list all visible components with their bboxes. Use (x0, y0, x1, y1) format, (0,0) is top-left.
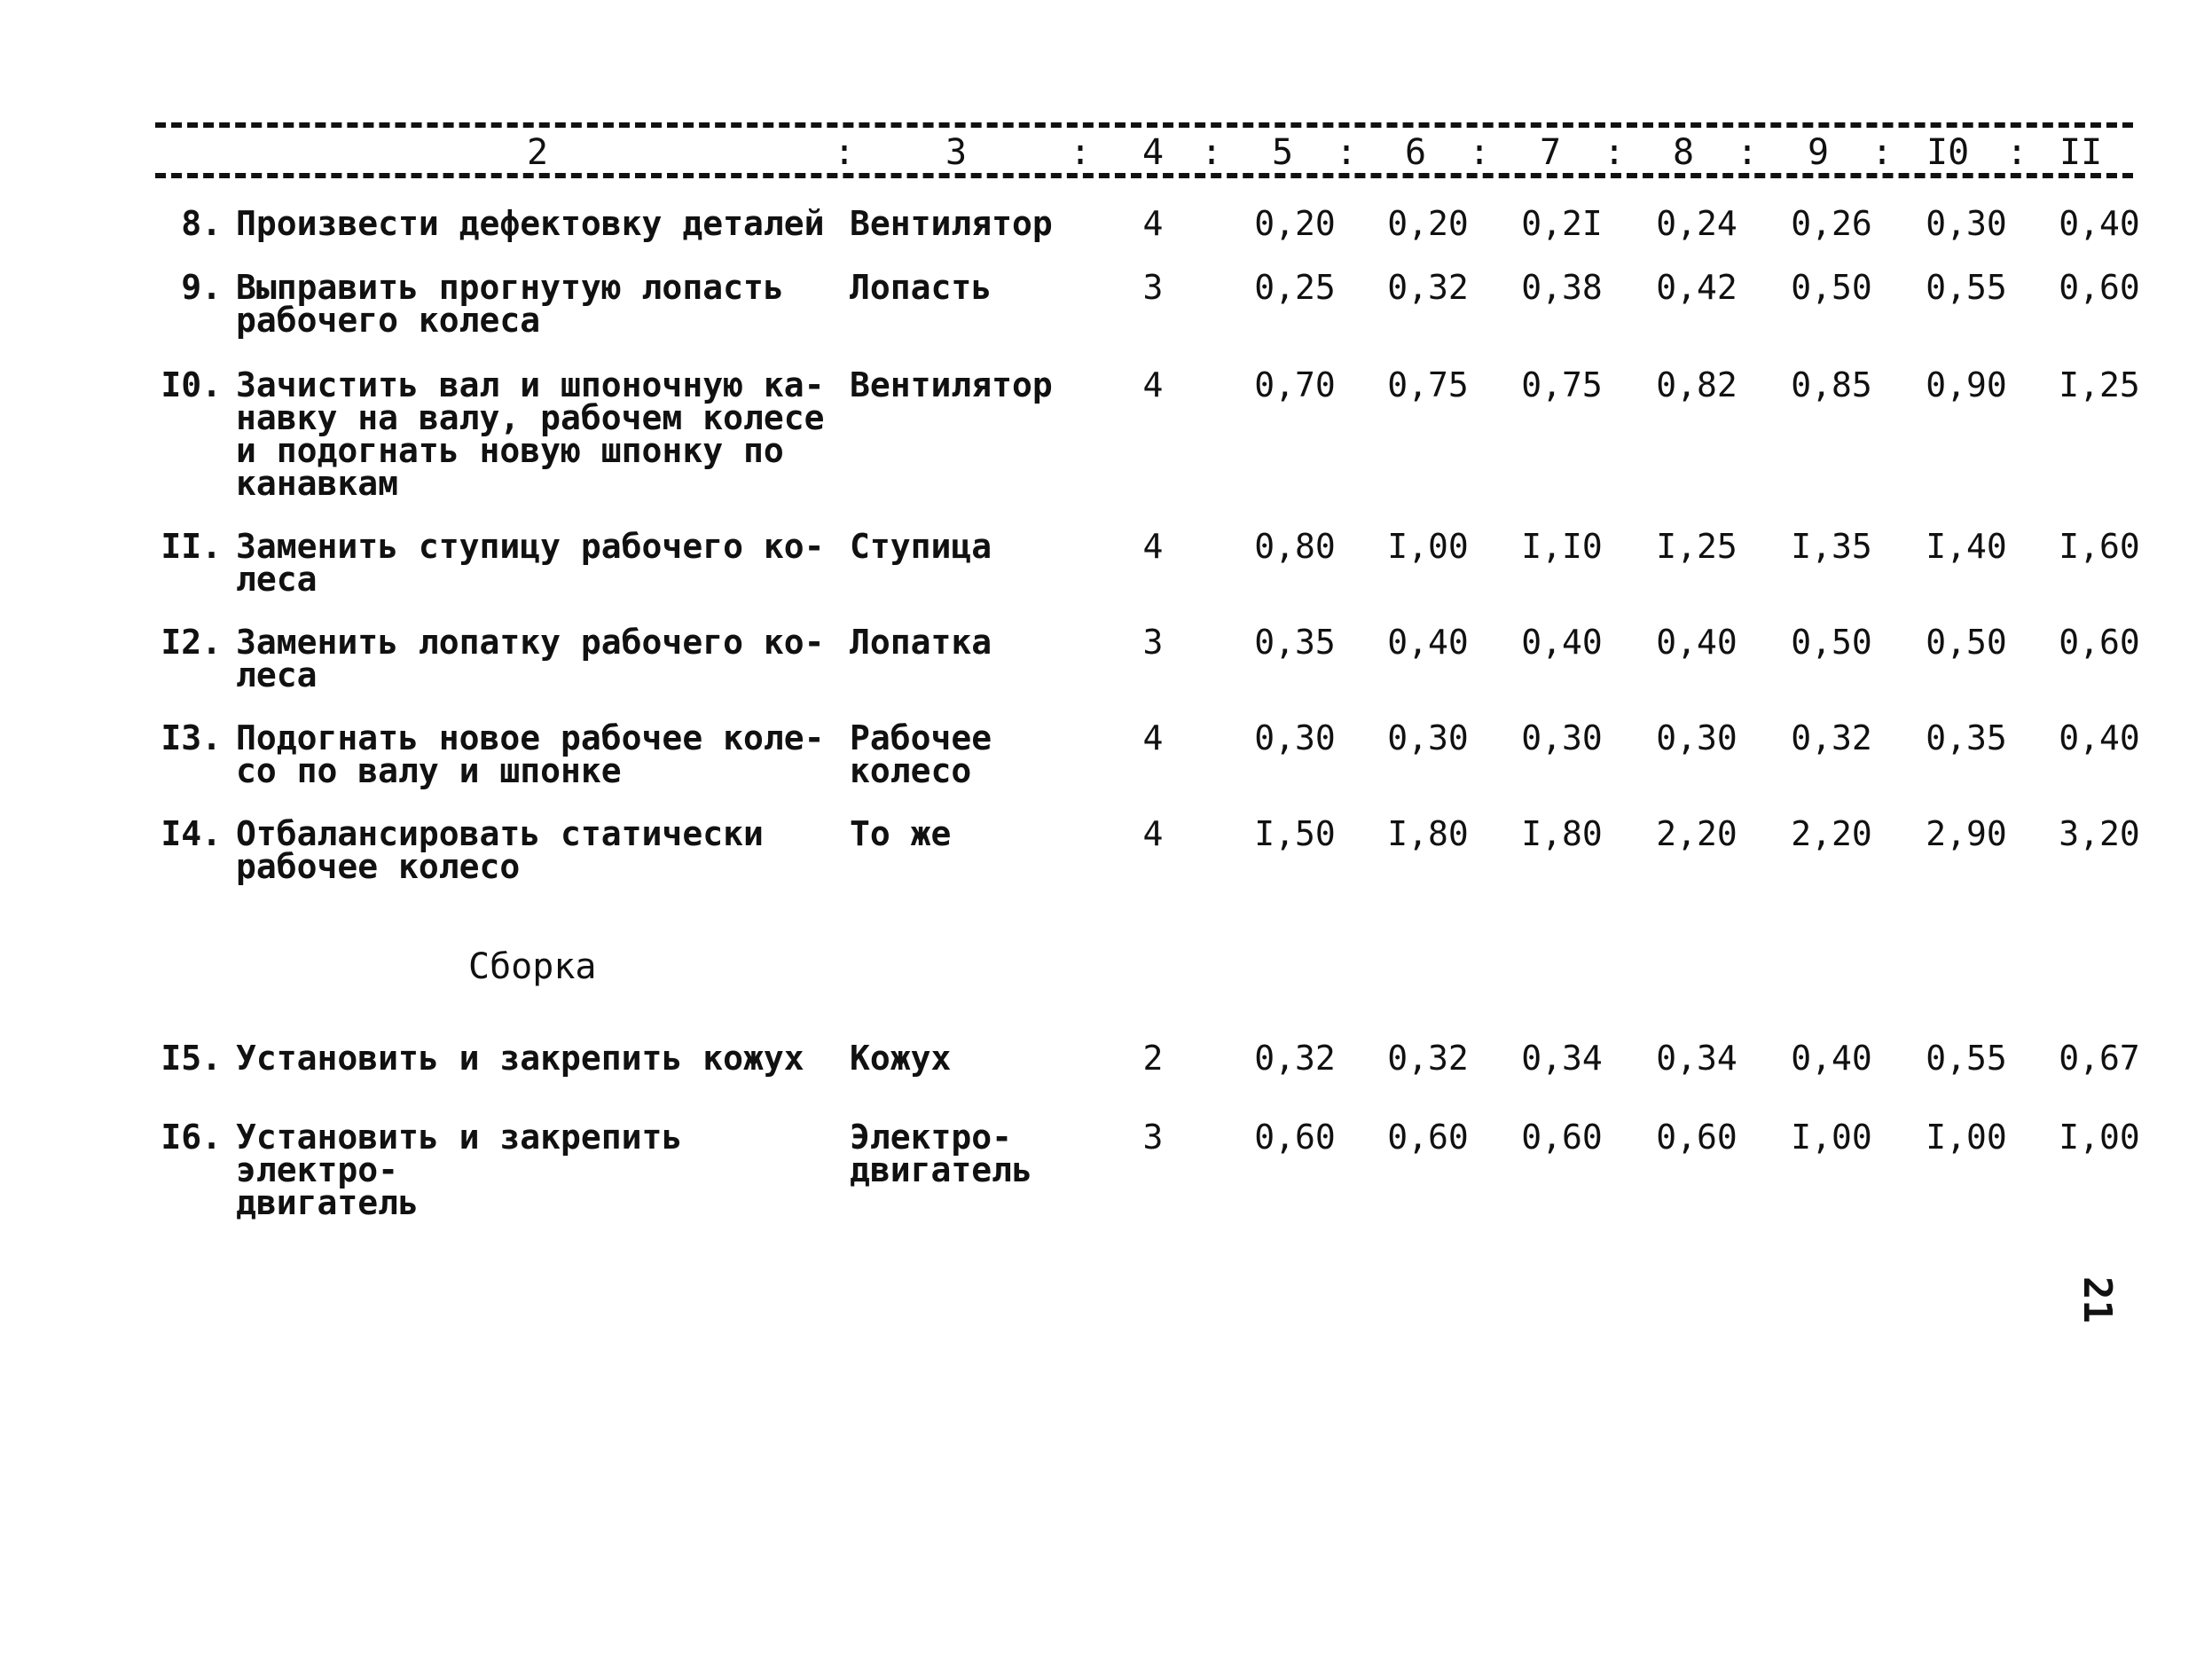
row-number: I4. (161, 814, 222, 853)
header-col-5: 5 (1268, 133, 1297, 172)
row-description: Установить и закрепить кожух (236, 1039, 804, 1078)
row-value-5: 0,20 (1254, 204, 1336, 243)
row-value-8: 0,60 (1656, 1118, 1737, 1157)
row-value-7: I,80 (1521, 814, 1603, 853)
header-sep: : (834, 132, 856, 173)
row-value-7: 0,2I (1521, 204, 1603, 243)
row-description: Заменить ступицу рабочего ко- леса (236, 527, 825, 599)
row-quantity: 4 (1142, 365, 1164, 404)
row-value-9: 0,50 (1791, 623, 1872, 662)
header-col-4: 4 (1139, 133, 1167, 172)
row-quantity: 4 (1142, 527, 1164, 566)
row-value-10: 0,55 (1926, 268, 2007, 307)
row-object: Ступица (850, 527, 992, 566)
header-bottom-rule (155, 173, 2133, 178)
row-quantity: 4 (1142, 718, 1164, 757)
row-value-9: 0,85 (1791, 365, 1872, 404)
row-value-11: 3,20 (2059, 814, 2140, 853)
row-value-5: 0,25 (1254, 268, 1336, 307)
row-value-5: 0,70 (1254, 365, 1336, 404)
header-sep: : (1336, 132, 1358, 173)
row-value-9: 0,32 (1791, 718, 1872, 757)
row-value-7: 0,34 (1521, 1039, 1603, 1078)
row-value-8: 0,42 (1656, 268, 1737, 307)
row-description: Заменить лопатку рабочего ко- леса (236, 623, 825, 694)
row-description: Выправить прогнутую лопасть рабочего колеса (236, 268, 784, 340)
row-value-9: I,00 (1791, 1118, 1872, 1157)
row-value-11: 0,40 (2059, 204, 2140, 243)
row-value-11: I,60 (2059, 527, 2140, 566)
row-object: То же (850, 814, 952, 853)
row-value-10: 0,35 (1926, 718, 2007, 757)
row-value-8: I,25 (1656, 527, 1737, 566)
row-object: Рабочее колесо (850, 718, 992, 790)
header-col-9: 9 (1804, 133, 1832, 172)
row-value-8: 0,24 (1656, 204, 1737, 243)
row-description: Зачистить вал и шпоночную ка- навку на валу, рабочем колесе и подогнать новую шпонку по канавкам (236, 365, 825, 503)
header-top-rule (155, 122, 2133, 128)
row-value-10: I,00 (1926, 1118, 2007, 1157)
row-value-10: 2,90 (1926, 814, 2007, 853)
row-value-10: 0,50 (1926, 623, 2007, 662)
row-value-6: 0,75 (1387, 365, 1469, 404)
row-value-6: 0,20 (1387, 204, 1469, 243)
row-value-5: 0,60 (1254, 1118, 1336, 1157)
row-quantity: 3 (1142, 268, 1164, 307)
row-value-6: 0,40 (1387, 623, 1469, 662)
row-value-10: 0,30 (1926, 204, 2007, 243)
row-number: 9. (181, 268, 222, 307)
header-col-6: 6 (1401, 133, 1430, 172)
header-col-10: I0 (1923, 133, 1973, 172)
row-number: I2. (161, 623, 222, 662)
header-sep: : (2006, 132, 2028, 173)
row-value-5: 0,30 (1254, 718, 1336, 757)
row-number: I6. (161, 1118, 222, 1157)
row-value-9: 0,26 (1791, 204, 1872, 243)
row-description: Произвести дефектовку деталей (236, 204, 825, 243)
row-value-8: 0,30 (1656, 718, 1737, 757)
row-value-6: I,80 (1387, 814, 1469, 853)
header-sep: : (1201, 132, 1223, 173)
row-object: Вентилятор (850, 204, 1053, 243)
header-col-8: 8 (1669, 133, 1698, 172)
row-object: Лопатка (850, 623, 992, 662)
row-value-7: 0,60 (1521, 1118, 1603, 1157)
row-value-6: 0,60 (1387, 1118, 1469, 1157)
row-value-6: I,00 (1387, 527, 1469, 566)
header-col-2: 2 (523, 133, 552, 172)
row-value-7: 0,75 (1521, 365, 1603, 404)
row-value-10: 0,55 (1926, 1039, 2007, 1078)
row-value-7: 0,30 (1521, 718, 1603, 757)
row-number: 8. (181, 204, 222, 243)
row-value-9: 0,50 (1791, 268, 1872, 307)
row-object: Вентилятор (850, 365, 1053, 404)
row-value-6: 0,30 (1387, 718, 1469, 757)
header-sep: : (1070, 132, 1092, 173)
row-value-6: 0,32 (1387, 268, 1469, 307)
row-value-9: I,35 (1791, 527, 1872, 566)
row-quantity: 4 (1142, 204, 1164, 243)
header-col-11: II (2056, 133, 2106, 172)
header-sep: : (1871, 132, 1894, 173)
row-value-9: 2,20 (1791, 814, 1872, 853)
row-quantity: 2 (1142, 1039, 1164, 1078)
row-description: Установить и закрепить электро- двигатель (236, 1118, 683, 1222)
row-description: Отбалансировать статически рабочее колесо (236, 814, 764, 886)
row-quantity: 3 (1142, 623, 1164, 662)
row-value-8: 0,34 (1656, 1039, 1737, 1078)
row-number: II. (161, 527, 222, 566)
row-value-9: 0,40 (1791, 1039, 1872, 1078)
row-value-10: I,40 (1926, 527, 2007, 566)
row-number: I3. (161, 718, 222, 757)
row-value-8: 0,82 (1656, 365, 1737, 404)
row-value-11: 0,67 (2059, 1039, 2140, 1078)
row-description: Подогнать новое рабочее коле- со по валу и шпонке (236, 718, 825, 790)
row-quantity: 4 (1142, 814, 1164, 853)
row-value-11: I,00 (2059, 1118, 2140, 1157)
row-value-6: 0,32 (1387, 1039, 1469, 1078)
header-col-7: 7 (1536, 133, 1565, 172)
row-value-5: 0,32 (1254, 1039, 1336, 1078)
page-number: 21 (2074, 1276, 2120, 1323)
row-value-7: I,I0 (1521, 527, 1603, 566)
row-value-5: 0,35 (1254, 623, 1336, 662)
row-value-5: 0,80 (1254, 527, 1336, 566)
row-object: Электро- двигатель (850, 1118, 1032, 1189)
row-number: I0. (161, 365, 222, 404)
row-value-11: 0,60 (2059, 623, 2140, 662)
row-value-5: I,50 (1254, 814, 1336, 853)
row-quantity: 3 (1142, 1118, 1164, 1157)
row-value-7: 0,38 (1521, 268, 1603, 307)
row-value-10: 0,90 (1926, 365, 2007, 404)
row-number: I5. (161, 1039, 222, 1078)
row-value-7: 0,40 (1521, 623, 1603, 662)
row-value-11: I,25 (2059, 365, 2140, 404)
row-value-11: 0,60 (2059, 268, 2140, 307)
row-value-11: 0,40 (2059, 718, 2140, 757)
row-value-8: 0,40 (1656, 623, 1737, 662)
row-object: Кожух (850, 1039, 952, 1078)
row-value-8: 2,20 (1656, 814, 1737, 853)
header-sep: : (1737, 132, 1759, 173)
header-col-3: 3 (942, 133, 970, 172)
header-sep: : (1469, 132, 1491, 173)
row-object: Лопасть (850, 268, 992, 307)
section-title: Сборка (468, 946, 597, 987)
header-sep: : (1604, 132, 1626, 173)
